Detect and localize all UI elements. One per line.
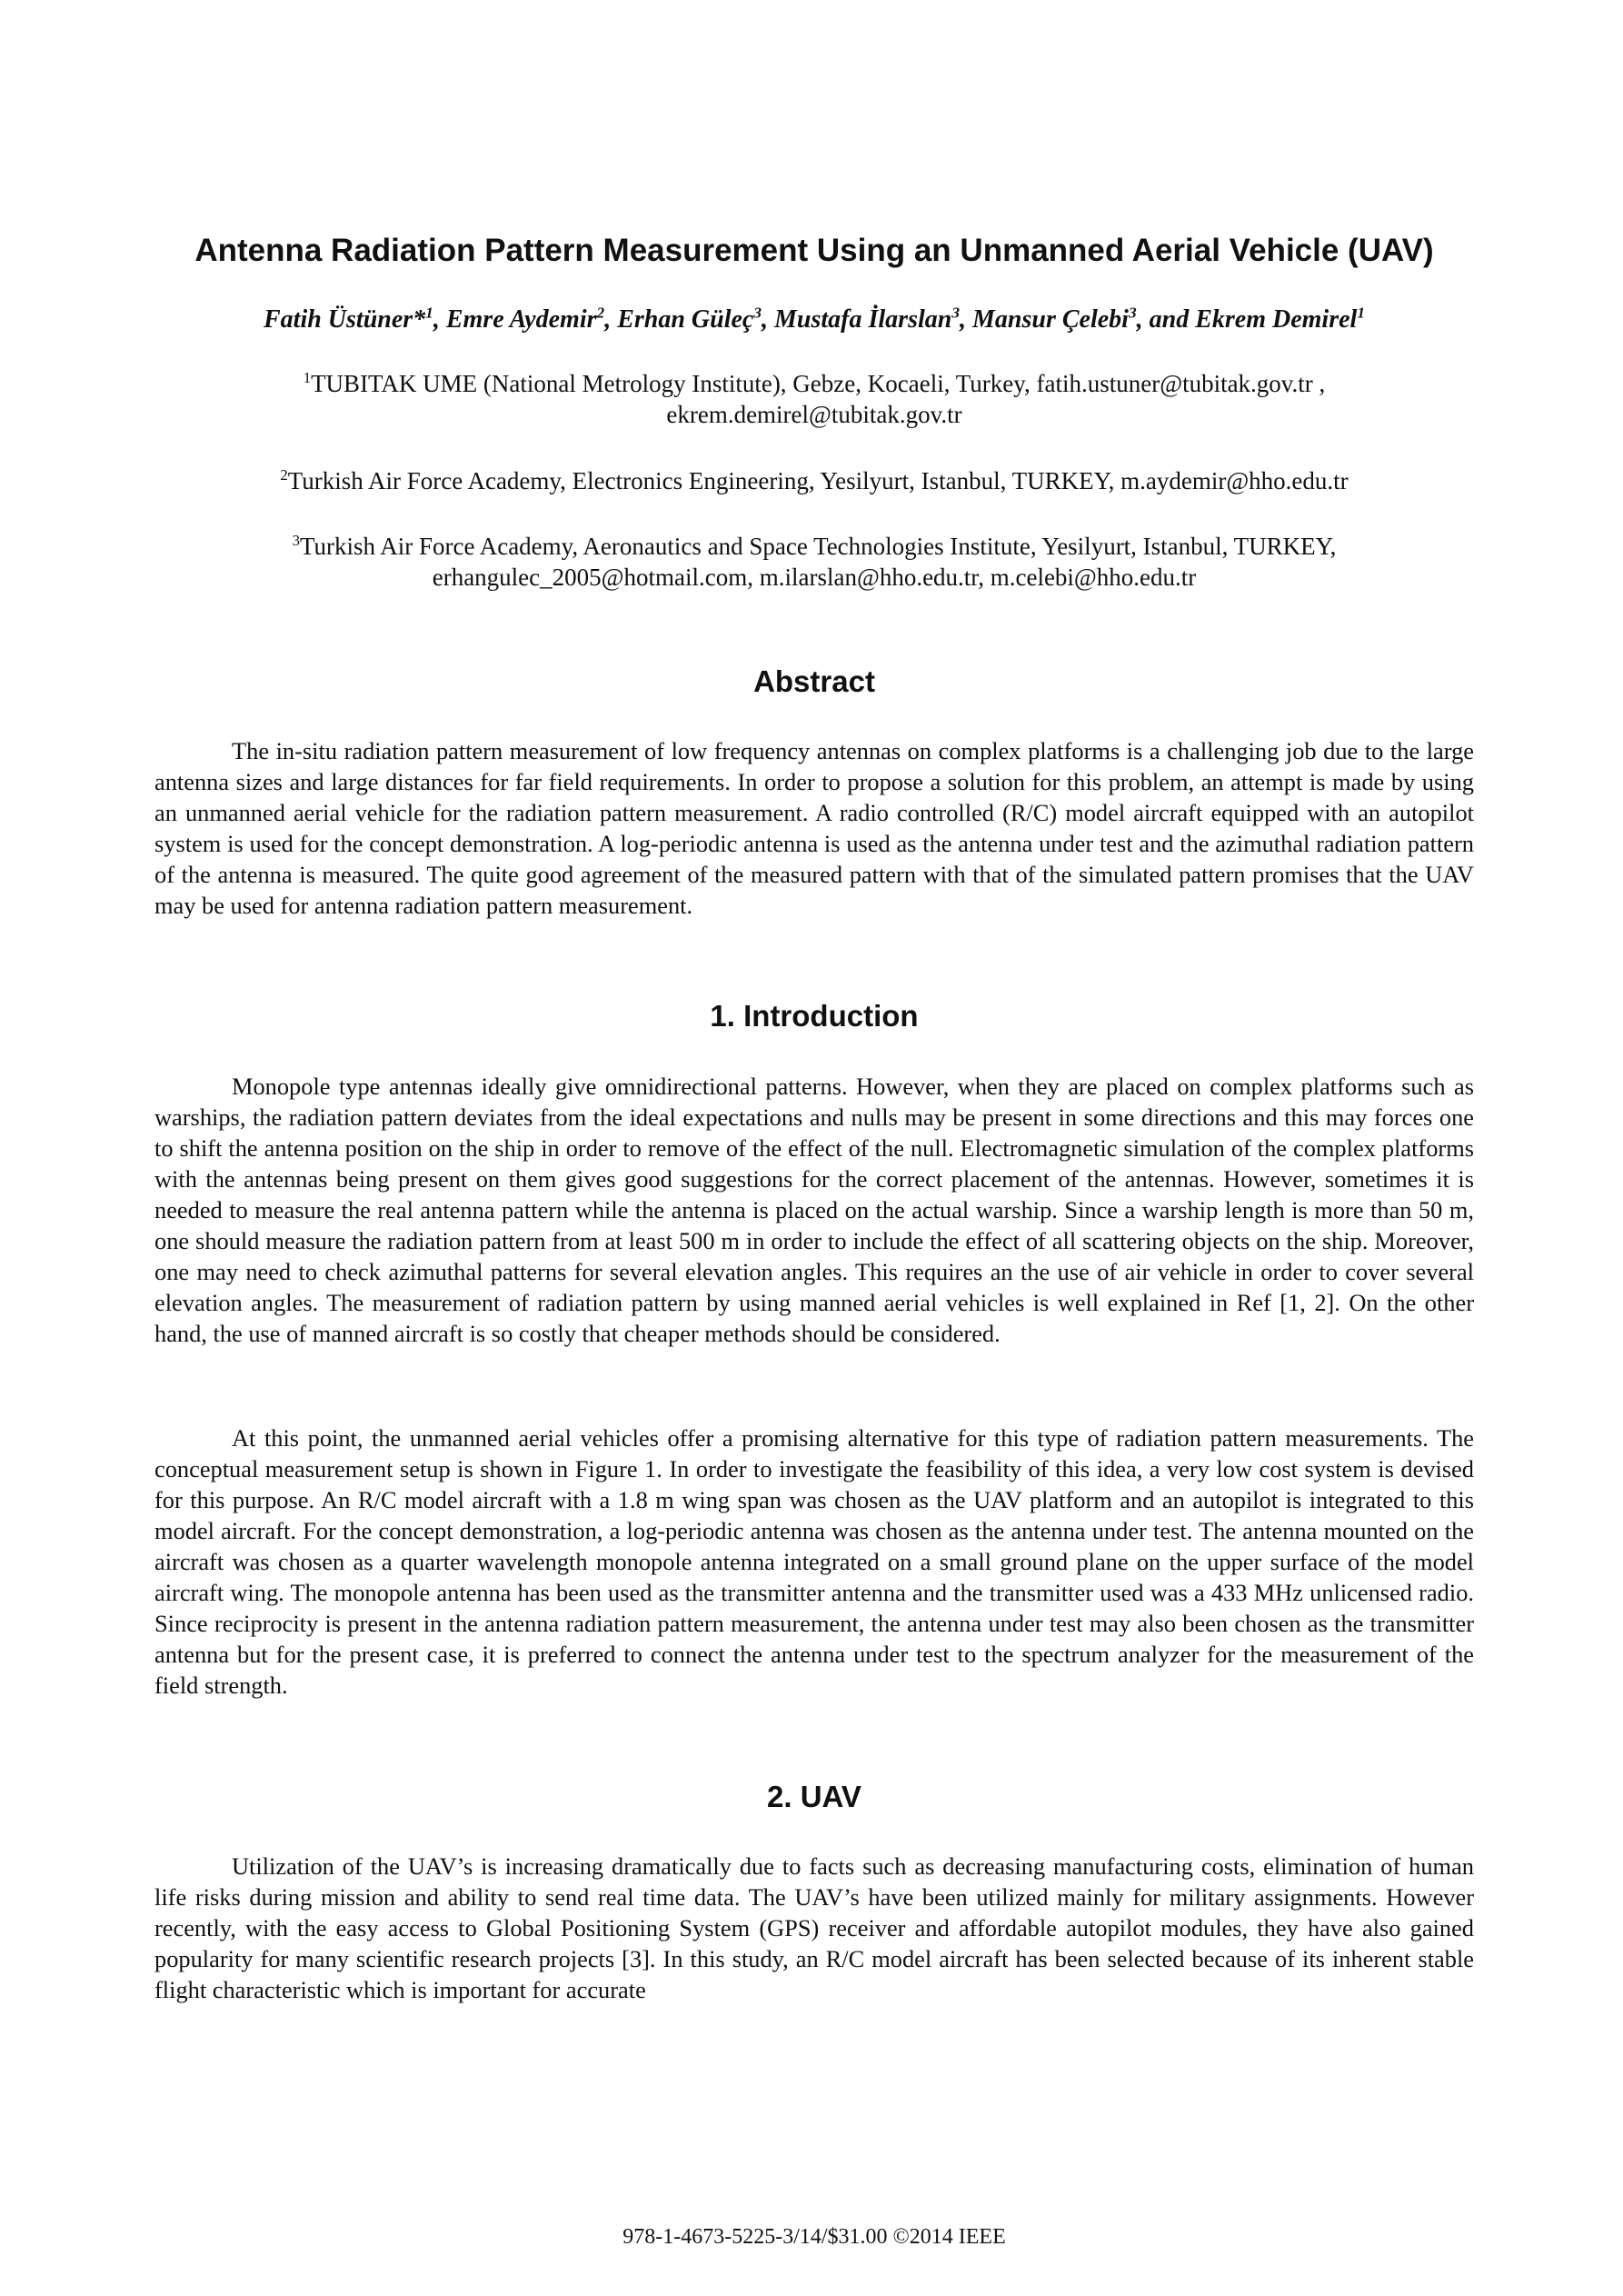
author-name: Mansur Çelebi: [972, 305, 1129, 334]
section-heading-introduction: 1. Introduction: [710, 999, 919, 1033]
author-name: Ekrem Demirel: [1195, 305, 1358, 334]
affiliation-mark: 1: [303, 369, 312, 386]
affiliation-mark: 3: [292, 532, 300, 549]
author-name: Fatih Üstüner*: [263, 305, 426, 334]
author-separator: ,: [604, 305, 618, 334]
author-name: Erhan Güleç: [617, 305, 754, 334]
affiliation-1: [154, 368, 1474, 430]
author-affiliation-mark: 1: [425, 304, 433, 322]
author-name: Emre Aydemir: [445, 305, 597, 334]
abstract-heading: Abstract: [753, 664, 875, 698]
author-affiliation-mark: 3: [951, 304, 961, 322]
affiliation-text: TUBITAK UME (National Metrology Institute), Gebze, Kocaeli, Turkey, fatih.ustuner@tubitak.gov.tr ,: [311, 370, 1326, 397]
author-separator: ,: [960, 305, 973, 334]
introduction-paragraph-2: At this point, the unmanned aerial vehicles offer a promising alternative for this type of radiation pattern measurements. The conceptual measurement setup is shown in Figure 1. In order to investigate the feasibility of this idea, a very low cost system is devised for this purpose. An R/C model aircraft with a 1.8 m wing span was chosen as the UAV platform and an autopilot is integrated to this model aircraft. For the concept demonstration, a log-periodic antenna was chosen as the antenna under test. The antenna mounted on the aircraft was chosen as a quarter wavelength monopole antenna integrated on a small ground plane on the upper surface of the model aircraft wing. The monopole antenna has been used as the transmitter antenna and the transmitter used was a 433 MHz unlicensed radio. Since reciprocity is present in the antenna radiation pattern measurement, the antenna under test may also been chosen as the transmitter antenna but for the present case, it is preferred to connect the antenna under test to the spectrum analyzer for the measurement of the field strength.: [154, 1424, 1474, 1699]
abstract-paragraph: The in-situ radiation pattern measurement of low frequency antennas on complex platforms is a challenging job due to the large antenna sizes and large distances for far field requirements. In order to propose a solution for this problem, an attempt is made by using an unmanned aerial vehicle for the radiation pattern measurement. A radio controlled (R/C) model aircraft equipped with an autopilot system is used for the concept demonstration. A log-periodic antenna is used as the antenna under test and the azimuthal radiation pattern of the antenna is measured. The quite good agreement of the measured pattern with that of the simulated pattern promises that the UAV may be used for antenna radiation pattern measurement.: [154, 737, 1474, 919]
author-name: Mustafa İlarslan: [774, 305, 952, 334]
paper-title: Antenna Radiation Pattern Measurement Using an Unmanned Aerial Vehicle (UAV): [194, 233, 1434, 268]
affiliation-text-continued: ekrem.demirel@tubitak.gov.tr: [666, 401, 962, 428]
affiliation-3: [154, 531, 1474, 593]
affiliation-2: [154, 465, 1474, 496]
author-separator: ,: [433, 305, 446, 334]
author-affiliation-mark: 3: [753, 304, 762, 322]
author-affiliation-mark: 1: [1357, 304, 1365, 322]
copyright-footer: 978-1-4673-5225-3/14/$31.00 ©2014 IEEE: [622, 2225, 1006, 2249]
author-affiliation-mark: 2: [596, 304, 605, 322]
author-list: [154, 304, 1474, 335]
affiliation-text-continued: erhangulec_2005@hotmail.com, m.ilarslan@hho.edu.tr, m.celebi@hho.edu.tr: [432, 564, 1197, 591]
affiliation-mark: 2: [280, 466, 288, 484]
author-affiliation-mark: 3: [1128, 304, 1137, 322]
affiliation-text: Turkish Air Force Academy, Electronics Engineering, Yesilyurt, Istanbul, TURKEY, m.aydemir@hho.edu.tr: [287, 467, 1349, 494]
uav-paragraph-1: Utilization of the UAV’s is increasing dramatically due to facts such as decreasing manufacturing costs, elimination of human life risks during mission and ability to send real time data. The UAV’s have been utilized mainly for military assignments. However recently, with the easy access to Global Positioning System (GPS) receiver and affordable autopilot modules, they have also gained popularity for many scientific research projects [3]. In this study, an R/C model aircraft has been selected because of its inherent stable flight characteristic which is important for accurate: [154, 1852, 1474, 2003]
author-separator: ,: [762, 305, 775, 334]
author-separator: , and: [1136, 305, 1196, 334]
affiliation-text: Turkish Air Force Academy, Aeronautics and Space Technologies Institute, Yesilyurt, Istanbul, TURKEY,: [299, 533, 1337, 560]
section-heading-uav: 2. UAV: [767, 1780, 861, 1813]
introduction-paragraph-1: Monopole type antennas ideally give omnidirectional patterns. However, when they are placed on complex platforms such as warships, the radiation pattern deviates from the ideal expectations and nulls may be present in some directions and this may forces one to shift the antenna position on the ship in order to remove of the effect of the null. Electromagnetic simulation of the complex platforms with the antennas being present on them gives good suggestions for the correct placement of the antennas. However, sometimes it is needed to measure the real antenna pattern while the antenna is placed on the actual warship. Since a warship length is more than 50 m, one should measure the radiation pattern from at least 500 m in order to include the effect of all scattering objects on the ship. Moreover, one may need to check azimuthal patterns for several elevation angles. This requires an the use of air vehicle in order to cover several elevation angles. The measurement of radiation pattern by using manned aerial vehicles is well explained in Ref [1, 2]. On the other hand, the use of manned aircraft is so costly that cheaper methods should be considered.: [154, 1073, 1474, 1347]
